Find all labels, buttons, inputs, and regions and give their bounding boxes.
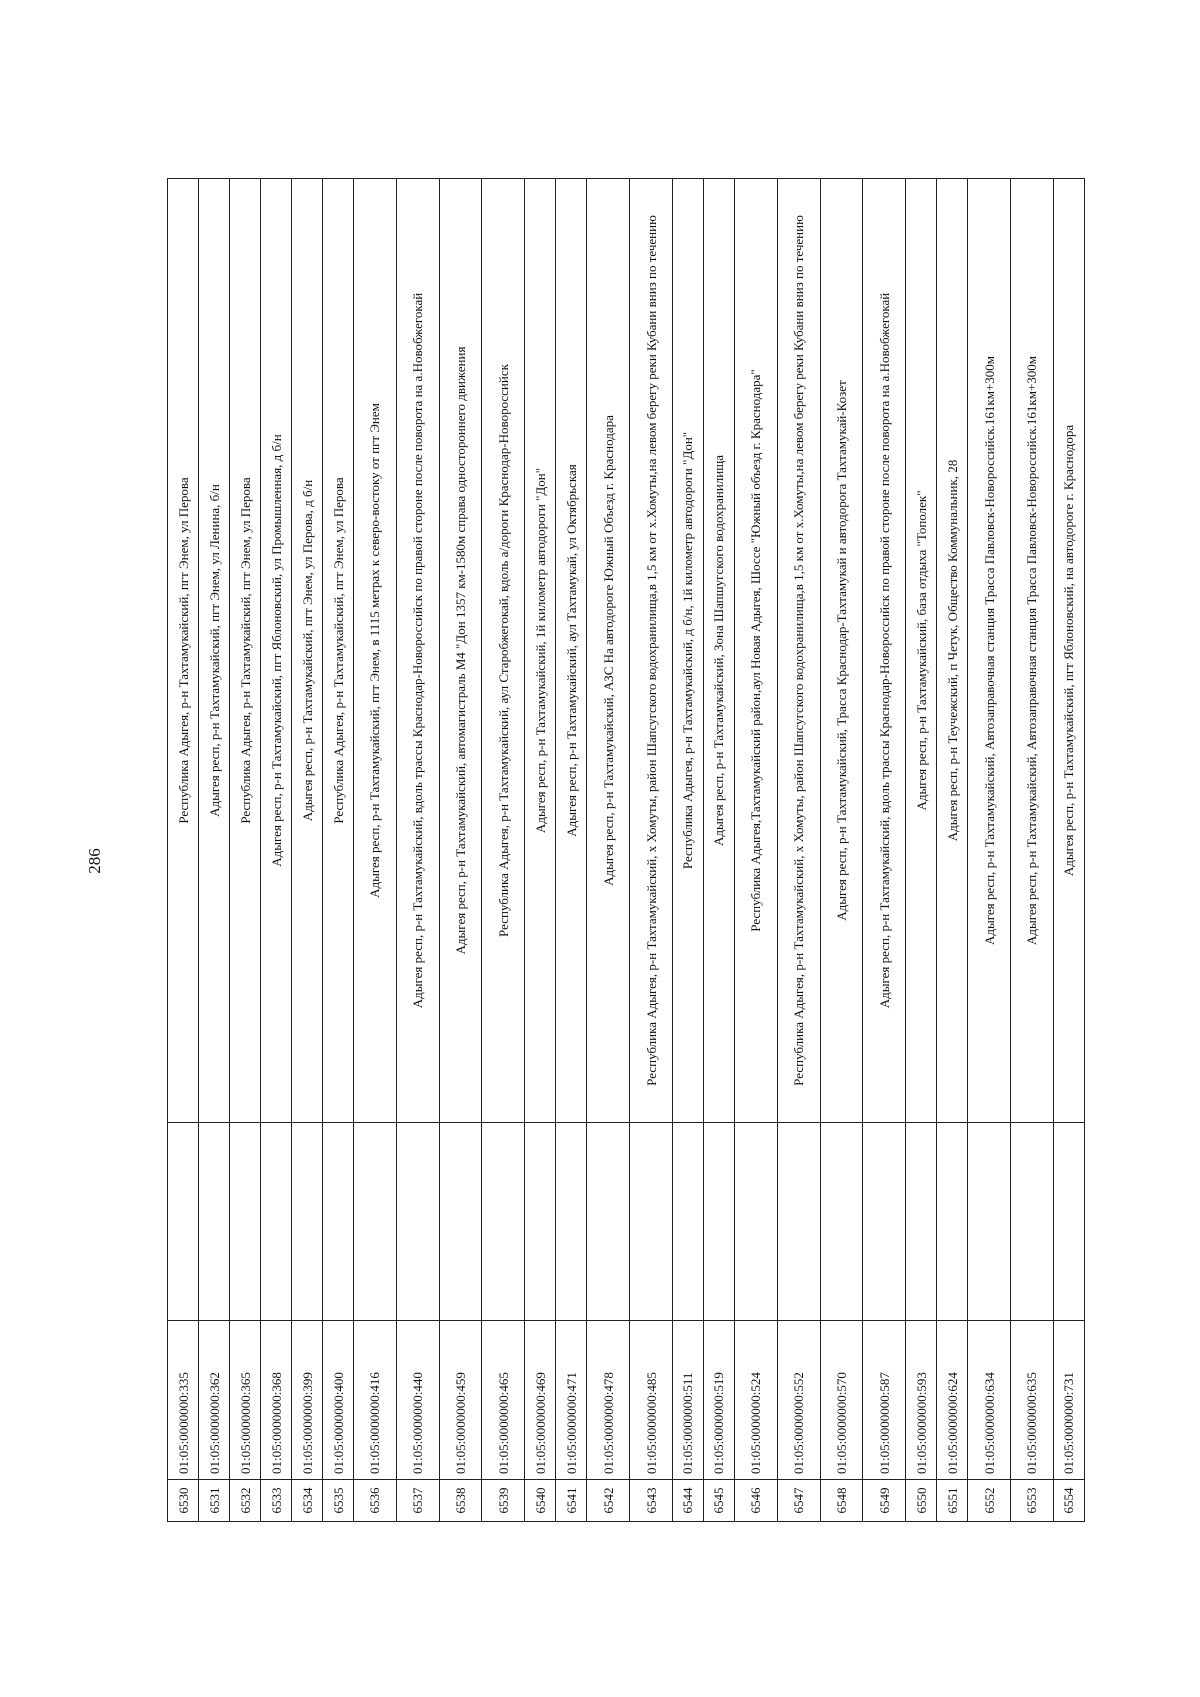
table-row xyxy=(261,179,292,1522)
cadastral-number: 01:05:0000000:368 xyxy=(261,1321,292,1480)
table-row xyxy=(199,179,230,1522)
cadastral-number: 01:05:0000000:624 xyxy=(937,1321,968,1480)
cadastral-number: 01:05:0000000:524 xyxy=(734,1321,777,1480)
table-row xyxy=(168,179,199,1522)
table-row xyxy=(734,179,777,1522)
table-row xyxy=(396,179,439,1522)
address-cell: Адыгея респ, р-н Тахтамукайский, автомагистраль М4 "Дон 1357 км-1580м справа одностороннего движения xyxy=(439,179,482,1123)
note-cell xyxy=(703,1123,734,1321)
cadastral-number: 01:05:0000000:362 xyxy=(199,1321,230,1480)
page-number xyxy=(80,846,110,876)
address-cell: Адыгея респ, р-н Тахтамукайский, Зона Шапшугского водохранилища xyxy=(703,179,734,1123)
row-number: 6548 xyxy=(820,1480,863,1522)
row-number: 6554 xyxy=(1053,1480,1084,1522)
table-row xyxy=(968,179,1011,1522)
cadastral-number: 01:05:0000000:478 xyxy=(587,1321,630,1480)
row-number: 6531 xyxy=(199,1480,230,1522)
row-number: 6537 xyxy=(396,1480,439,1522)
note-cell xyxy=(323,1123,354,1321)
table-row xyxy=(439,179,482,1522)
cadastral-number: 01:05:0000000:634 xyxy=(968,1321,1011,1480)
cadastral-number: 01:05:0000000:416 xyxy=(354,1321,397,1480)
cadastral-number: 01:05:0000000:511 xyxy=(672,1321,703,1480)
address-cell: Адыгея респ, р-н Тахтамукайский, АЗС На автодороге Южный Объезд г. Краснодара xyxy=(587,179,630,1123)
note-cell xyxy=(777,1123,820,1321)
note-cell xyxy=(168,1123,199,1321)
cadastral-number: 01:05:0000000:587 xyxy=(863,1321,906,1480)
page-number-text: 286 xyxy=(85,848,104,874)
row-number: 6552 xyxy=(968,1480,1011,1522)
address-cell: Республика Адыгея, р-н Тахтамукайский, д б/н, 1й километр автодороги "Дон" xyxy=(672,179,703,1123)
cadastral-number: 01:05:0000000:365 xyxy=(230,1321,261,1480)
address-cell: Адыгея респ, р-н Тахтамукайский, пгт Энем, ул Перова, д б/н xyxy=(292,179,323,1123)
table-row xyxy=(672,179,703,1522)
address-cell: Адыгея респ, р-н Тахтамукайский, вдоль трассы Краснодар-Новороссийск по правой стороне после поворота на а.Новобжегокай xyxy=(863,179,906,1123)
row-number: 6549 xyxy=(863,1480,906,1522)
row-number: 6545 xyxy=(703,1480,734,1522)
table-row xyxy=(292,179,323,1522)
note-cell xyxy=(525,1123,556,1321)
note-cell xyxy=(820,1123,863,1321)
cadastral-number: 01:05:0000000:519 xyxy=(703,1321,734,1480)
address-cell: Адыгея респ, р-н Тахтамукайский, пгт Энем, в 1115 метрах к северо-востоку от пгт Энем xyxy=(354,179,397,1123)
table-row xyxy=(354,179,397,1522)
cadastral-number: 01:05:0000000:399 xyxy=(292,1321,323,1480)
cadastral-number: 01:05:0000000:635 xyxy=(1010,1321,1053,1480)
row-number: 6534 xyxy=(292,1480,323,1522)
table-row xyxy=(820,179,863,1522)
row-number: 6543 xyxy=(630,1480,673,1522)
note-cell xyxy=(482,1123,525,1321)
table-row xyxy=(230,179,261,1522)
address-cell: Адыгея респ, р-н Тахтамукайский, вдоль трассы Краснодар-Новороссийск по правой стороне после поворота на а.Новобжегокай xyxy=(396,179,439,1123)
address-cell: Республика Адыгея, р-н Тахтамукайский, х Хомуты, район Шапсугского водохранилища,в 1,5 км от х.Хомуты,на левом берегу реки Кубани вниз по течению xyxy=(777,179,820,1123)
cadastral-number: 01:05:0000000:731 xyxy=(1053,1321,1084,1480)
row-number: 6539 xyxy=(482,1480,525,1522)
cadastral-number: 01:05:0000000:485 xyxy=(630,1321,673,1480)
row-number: 6532 xyxy=(230,1480,261,1522)
row-number: 6544 xyxy=(672,1480,703,1522)
note-cell xyxy=(906,1123,937,1321)
address-cell: Адыгея респ, р-н Теучежский, п Четук, Общество Коммунальник, 28 xyxy=(937,179,968,1123)
address-cell: Адыгея респ, р-н Тахтамукайский, аул Тахтамукай, ул Октябрьская xyxy=(556,179,587,1123)
cadastral-number: 01:05:0000000:593 xyxy=(906,1321,937,1480)
note-cell xyxy=(734,1123,777,1321)
cadastral-number: 01:05:0000000:335 xyxy=(168,1321,199,1480)
table-row xyxy=(703,179,734,1522)
note-cell xyxy=(937,1123,968,1321)
address-cell: Республика Адыгея, р-н Тахтамукайский, пгт Энем, ул Перова xyxy=(168,179,199,1123)
address-cell: Республика Адыгея, р-н Тахтамукайский, пгт Энем, ул Перова xyxy=(323,179,354,1123)
address-cell: Адыгея респ, р-н Тахтамукайский, Автозаправочная станция Трасса Павловск-Новороссийск.161км+300м xyxy=(968,179,1011,1123)
table-row xyxy=(1053,179,1084,1522)
table-row xyxy=(556,179,587,1522)
note-cell xyxy=(1010,1123,1053,1321)
row-number: 6547 xyxy=(777,1480,820,1522)
note-cell xyxy=(1053,1123,1084,1321)
cadastral-number: 01:05:0000000:552 xyxy=(777,1321,820,1480)
note-cell xyxy=(230,1123,261,1321)
table-row xyxy=(863,179,906,1522)
cadastral-number: 01:05:0000000:469 xyxy=(525,1321,556,1480)
table-row xyxy=(906,179,937,1522)
note-cell xyxy=(863,1123,906,1321)
row-number: 6542 xyxy=(587,1480,630,1522)
row-number: 6546 xyxy=(734,1480,777,1522)
address-cell: Адыгея респ, р-н Тахтамукайский, пгт Энем, ул Ленина, б/н xyxy=(199,179,230,1123)
table-row xyxy=(777,179,820,1522)
note-cell xyxy=(261,1123,292,1321)
row-number: 6533 xyxy=(261,1480,292,1522)
cadastral-number: 01:05:0000000:400 xyxy=(323,1321,354,1480)
note-cell xyxy=(630,1123,673,1321)
cadastral-number: 01:05:0000000:459 xyxy=(439,1321,482,1480)
note-cell xyxy=(587,1123,630,1321)
row-number: 6538 xyxy=(439,1480,482,1522)
table-row xyxy=(587,179,630,1522)
note-cell xyxy=(292,1123,323,1321)
row-number: 6536 xyxy=(354,1480,397,1522)
cadastral-number: 01:05:0000000:570 xyxy=(820,1321,863,1480)
note-cell xyxy=(354,1123,397,1321)
row-number: 6541 xyxy=(556,1480,587,1522)
table-row xyxy=(1010,179,1053,1522)
row-number: 6530 xyxy=(168,1480,199,1522)
address-cell: Адыгея респ, р-н Тахтамукайский, пгт Яблоновский, на автодороге г. Краснодора xyxy=(1053,179,1084,1123)
address-cell: Республика Адыгея, р-н Тахтамукайский, пгт Энем, ул Перова xyxy=(230,179,261,1123)
row-number: 6540 xyxy=(525,1480,556,1522)
table-row xyxy=(323,179,354,1522)
address-cell: Республика Адыгея,Тахтамукайский район,аул Новая Адыгея, Шоссе "Южный объезд г. Краснодара" xyxy=(734,179,777,1123)
table-row xyxy=(525,179,556,1522)
address-cell: Адыгея респ, р-н Тахтамукайский, 1й километр автодороги "Дон" xyxy=(525,179,556,1123)
cadastral-number: 01:05:0000000:465 xyxy=(482,1321,525,1480)
address-cell: Республика Адыгея, р-н Тахтамукайский, аул Старобжегокай, вдоль а/дороги Краснодар-Новороссийск xyxy=(482,179,525,1123)
address-cell: Адыгея респ, р-н Тахтамукайский, база отдыха "Тополек" xyxy=(906,179,937,1123)
registry-table xyxy=(167,178,1085,1522)
row-number: 6535 xyxy=(323,1480,354,1522)
address-cell: Адыгея респ, р-н Тахтамукайский, Автозаправочная станция Трасса Павловск-Новороссийск.161км+300м xyxy=(1010,179,1053,1123)
table-row xyxy=(937,179,968,1522)
row-number: 6551 xyxy=(937,1480,968,1522)
table-row xyxy=(482,179,525,1522)
note-cell xyxy=(396,1123,439,1321)
note-cell xyxy=(672,1123,703,1321)
note-cell xyxy=(968,1123,1011,1321)
address-cell: Адыгея респ, р-н Тахтамукайский, Трасса Краснодар-Тахтамукай и автодорога Тахтамукай-Козет xyxy=(820,179,863,1123)
table-row xyxy=(630,179,673,1522)
address-cell: Адыгея респ, р-н Тахтамукайский, пгт Яблоновский, ул Промышленная, д б/н xyxy=(261,179,292,1123)
note-cell xyxy=(556,1123,587,1321)
address-cell: Республика Адыгея, р-н Тахтамукайский, х Хомуты, район Шапсугского водохранилища,в 1,5 км от х.Хомуты,на левом берегу реки Кубани вниз по течению xyxy=(630,179,673,1123)
note-cell xyxy=(199,1123,230,1321)
cadastral-number: 01:05:0000000:440 xyxy=(396,1321,439,1480)
cadastral-number: 01:05:0000000:471 xyxy=(556,1321,587,1480)
note-cell xyxy=(439,1123,482,1321)
row-number: 6553 xyxy=(1010,1480,1053,1522)
registry-table-rotated xyxy=(167,179,1085,1522)
row-number: 6550 xyxy=(906,1480,937,1522)
